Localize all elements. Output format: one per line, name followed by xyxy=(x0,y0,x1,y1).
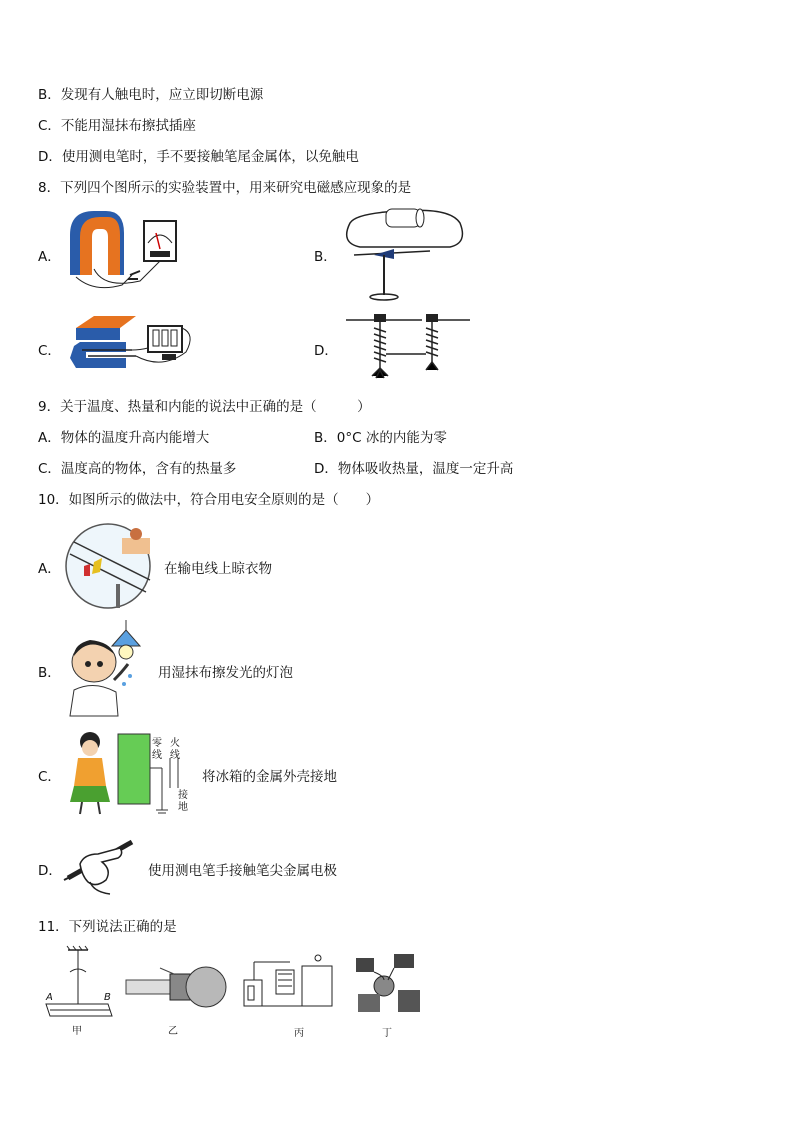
q8-figure-a xyxy=(64,205,196,293)
q9-stem: 9．关于温度、热量和内能的说法中正确的是（ ） xyxy=(38,399,371,415)
q10-a-caption: 在输电线上晾衣物 xyxy=(164,561,272,577)
q10-label-d: D． xyxy=(38,863,62,879)
q11-stem: 11．下列说法正确的是 xyxy=(38,919,177,935)
q9-option-c: C．温度高的物体，含有的热量多 xyxy=(38,461,237,477)
q10-stem: 10．如图所示的做法中，符合用电安全原则的是（ ） xyxy=(38,492,380,508)
q10-c-label-huo: 火线 xyxy=(170,738,180,761)
q8-label-a: A． xyxy=(38,249,61,265)
q7-option-b: B．发现有人触电时，应立即切断电源 xyxy=(38,87,264,103)
q10-figure-b xyxy=(60,620,156,718)
q10-c-caption: 将冰箱的金属外壳接地 xyxy=(202,769,337,785)
q8-stem: 8．下列四个图所示的实验装置中，用来研究电磁感应现象的是 xyxy=(38,180,412,196)
q8-figure-c xyxy=(66,312,200,374)
q11-caption-jia: 甲 xyxy=(72,1026,82,1037)
q9-option-d: D．物体吸收热量，温度一定升高 xyxy=(314,461,514,477)
q10-label-c: C． xyxy=(38,769,61,785)
q11-figure-ding xyxy=(350,950,430,1039)
q11-caption-ding: 丁 xyxy=(382,1028,392,1039)
q7-option-d: D．使用测电笔时，手不要接触笔尾金属体，以免触电 xyxy=(38,149,359,165)
q10-figure-d xyxy=(62,836,142,896)
q11-fig-label-b: B xyxy=(104,992,111,1003)
q9-option-a: A．物体的温度升高内能增大 xyxy=(38,430,210,446)
q10-figure-c xyxy=(66,728,192,818)
q11-figure-bing xyxy=(240,952,342,1039)
q8-label-d: D． xyxy=(314,343,338,359)
q8-label-b: B． xyxy=(314,249,337,265)
q10-label-a: A． xyxy=(38,561,61,577)
q10-c-label-ling: 零线 xyxy=(152,738,162,761)
q9-option-b: B．0°C 冰的内能为零 xyxy=(314,430,447,446)
q11-figure-yi xyxy=(120,962,236,1037)
q11-fig-label-a: A xyxy=(46,992,53,1003)
q7-option-c: C．不能用湿抹布擦拭插座 xyxy=(38,118,196,134)
q11-figure-jia xyxy=(40,944,116,1037)
q10-label-b: B． xyxy=(38,665,61,681)
q10-c-label-jiedi: 接地 xyxy=(178,790,188,813)
q8-figure-b xyxy=(340,203,470,303)
q8-label-c: C． xyxy=(38,343,61,359)
q11-caption-bing: 丙 xyxy=(294,1028,304,1039)
q10-d-caption: 使用测电笔手接触笔尖金属电极 xyxy=(148,863,337,879)
q11-caption-yi: 乙 xyxy=(168,1026,178,1037)
q10-b-caption: 用湿抹布擦发光的灯泡 xyxy=(158,665,293,681)
q8-figure-d xyxy=(346,312,476,384)
q10-figure-a xyxy=(64,520,160,612)
